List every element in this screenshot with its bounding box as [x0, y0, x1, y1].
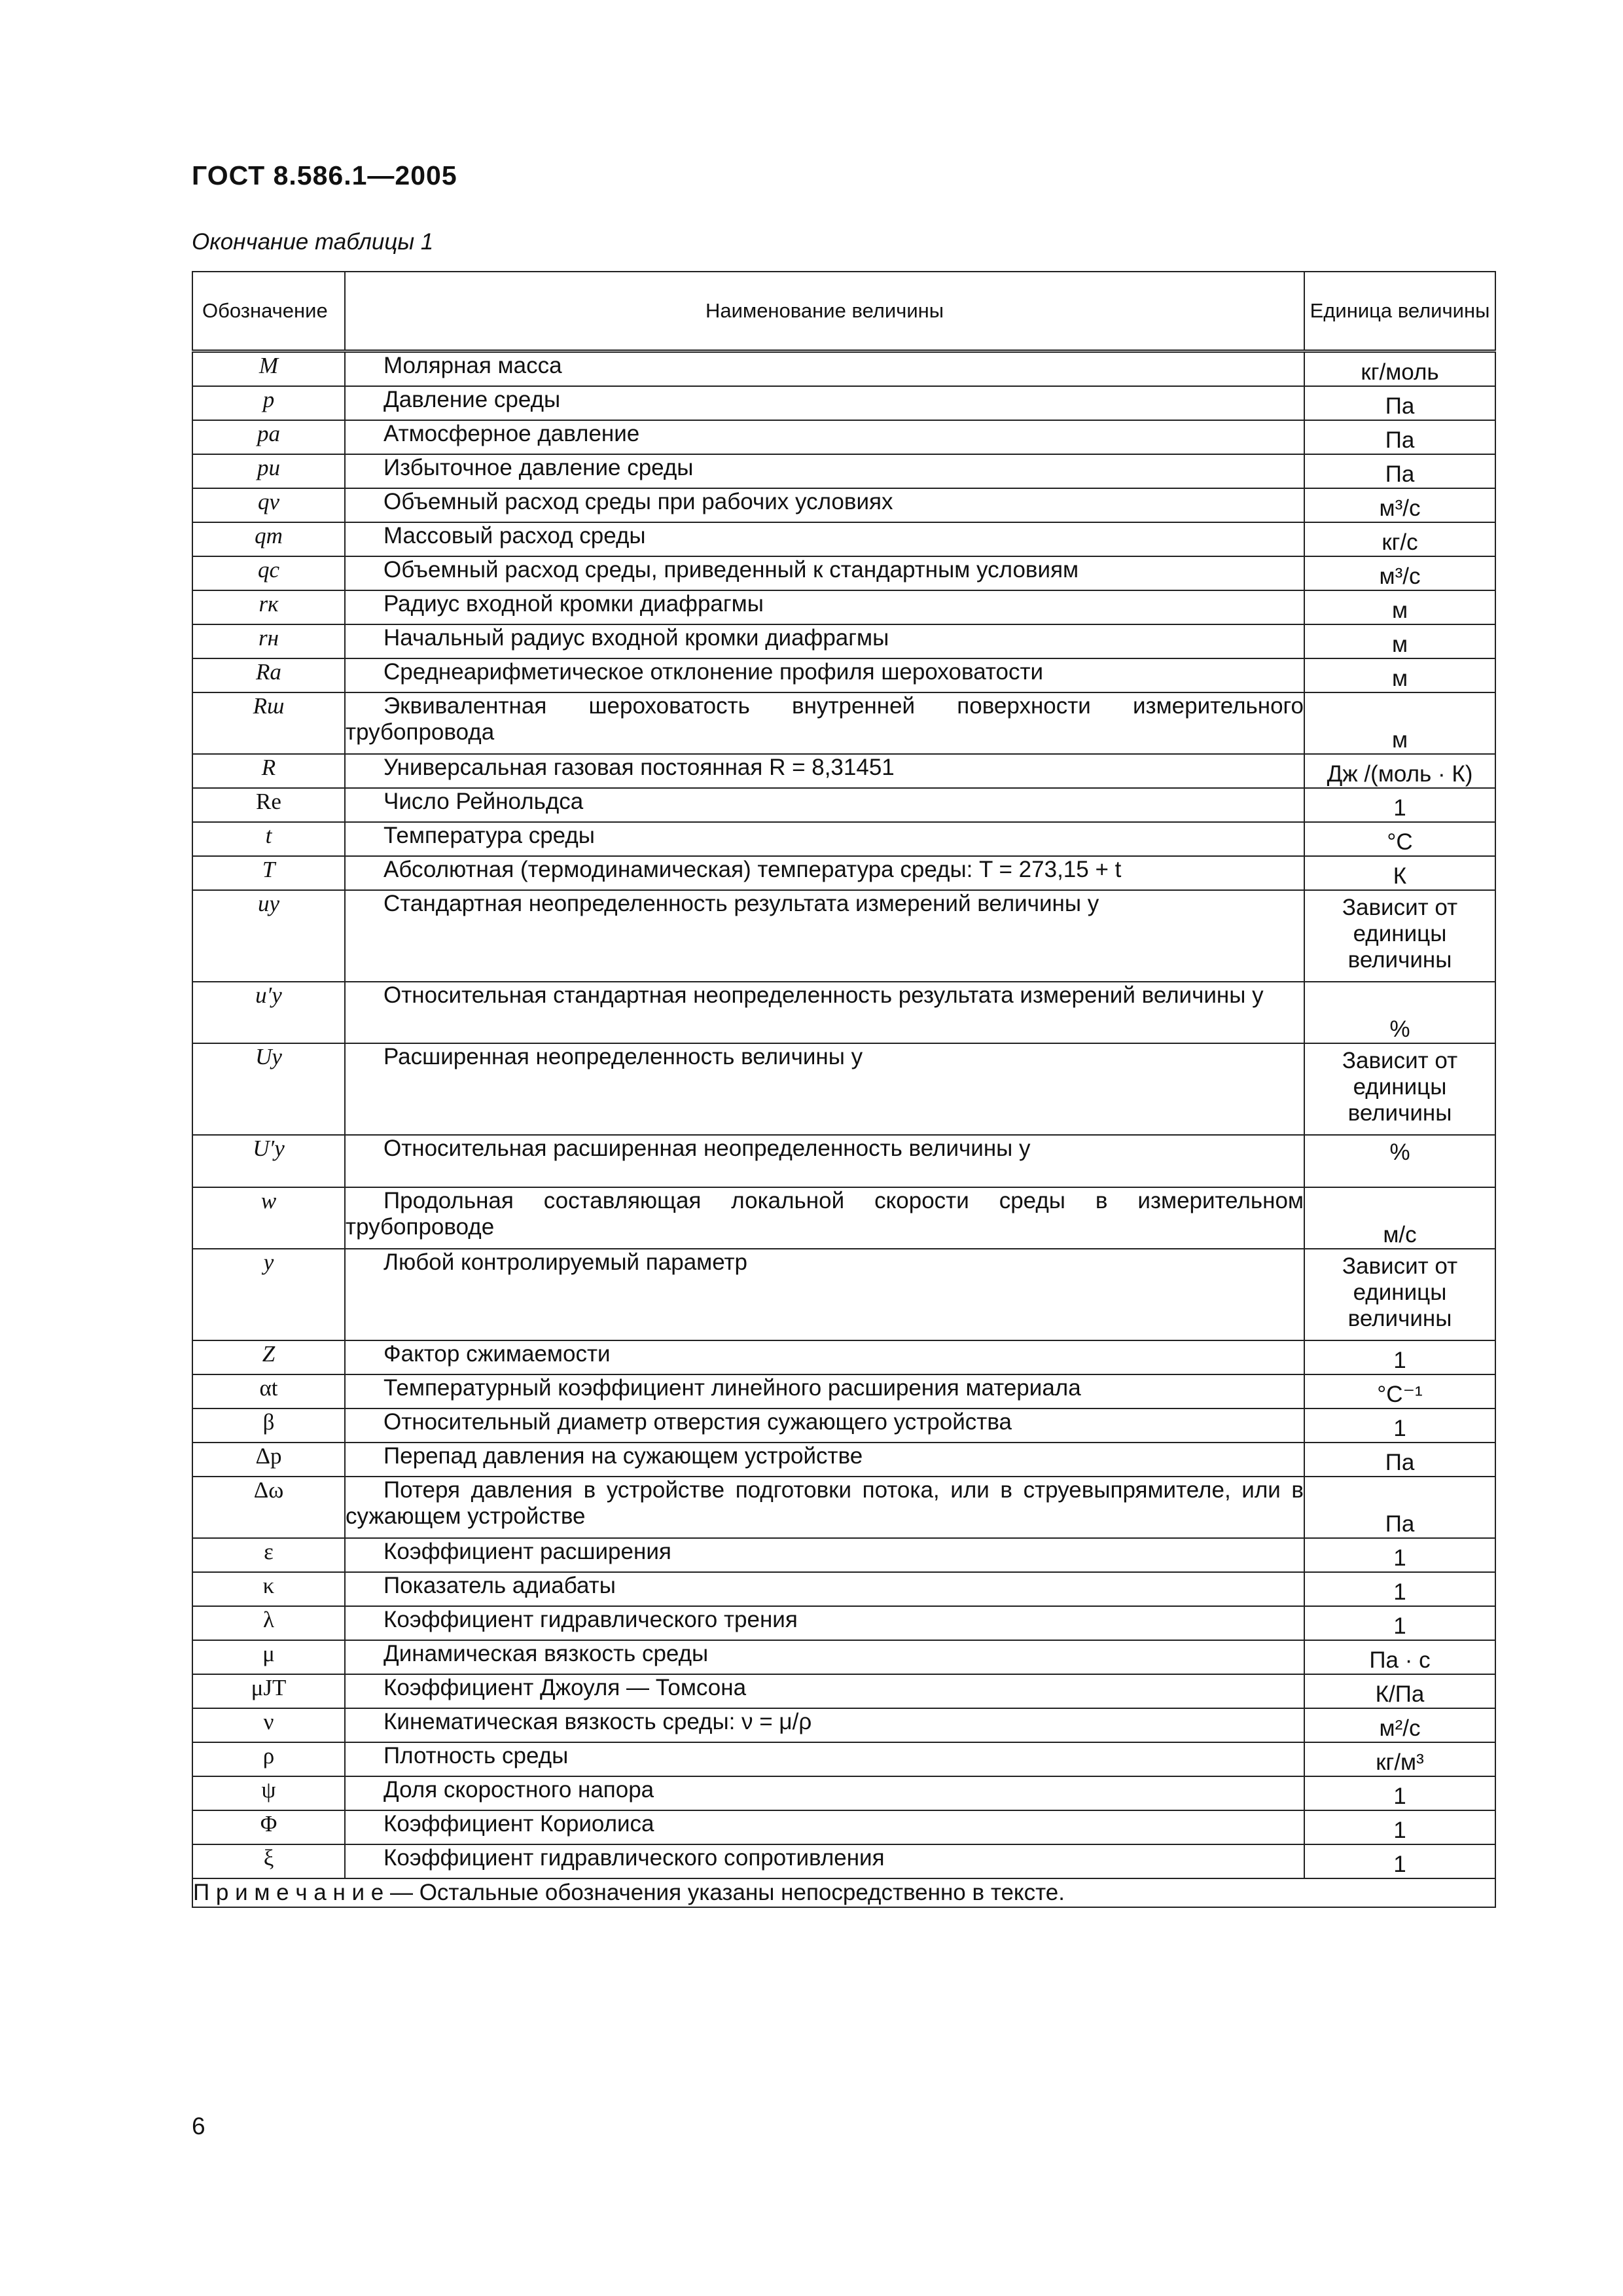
unit-cell: м [1304, 590, 1495, 624]
table-row [192, 1249, 1495, 1340]
unit-cell: 1 [1304, 1844, 1495, 1878]
table-row [192, 624, 1495, 658]
table-row [192, 1043, 1495, 1135]
unit-cell: Па [1304, 420, 1495, 454]
symbol-cell: ψ [192, 1776, 345, 1810]
name-cell: Температура среды [345, 822, 1304, 856]
unit-cell: 1 [1304, 1538, 1495, 1572]
table-row [192, 822, 1495, 856]
name-cell: Потеря давления в устройстве подготовки потока, или в струевыпрямителе, или в сужающем устройстве [345, 1477, 1304, 1538]
name-cell: Плотность среды [345, 1742, 1304, 1776]
symbol-cell: αt [192, 1374, 345, 1408]
symbol-cell: Re [192, 788, 345, 822]
symbol-cell: qс [192, 556, 345, 590]
table-row [192, 1538, 1495, 1572]
unit-cell: °С⁻¹ [1304, 1374, 1495, 1408]
symbol-cell: U′y [192, 1135, 345, 1187]
table-row [192, 386, 1495, 420]
unit-cell: кг/м³ [1304, 1742, 1495, 1776]
name-cell: Абсолютная (термодинамическая) температура среды: T = 273,15 + t [345, 856, 1304, 890]
table-row [192, 1443, 1495, 1477]
table-row [192, 856, 1495, 890]
table-note-row [192, 1878, 1495, 1907]
name-cell: Давление среды [345, 386, 1304, 420]
name-cell: Начальный радиус входной кромки диафрагмы [345, 624, 1304, 658]
unit-cell: м [1304, 624, 1495, 658]
symbol-cell: pа [192, 420, 345, 454]
table-row [192, 420, 1495, 454]
table-row [192, 982, 1495, 1043]
table-row [192, 658, 1495, 692]
table-row [192, 522, 1495, 556]
document-id: ГОСТ 8.586.1—2005 [192, 160, 457, 190]
symbol-cell: uy [192, 890, 345, 982]
symbol-cell: λ [192, 1606, 345, 1640]
symbol-cell: Z [192, 1340, 345, 1374]
name-cell: Универсальная газовая постоянная R = 8,31451 [345, 754, 1304, 788]
table-row [192, 692, 1495, 754]
symbol-cell: qm [192, 522, 345, 556]
symbol-cell: p [192, 386, 345, 420]
name-cell: Стандартная неопределенность результата измерений величины y [345, 890, 1304, 982]
unit-cell: Па [1304, 1443, 1495, 1477]
name-cell: Продольная составляющая локальной скорости среды в измерительном трубопроводе [345, 1187, 1304, 1249]
table-header-row [192, 272, 1495, 351]
name-cell: Кинематическая вязкость среды: ν = μ/ρ [345, 1708, 1304, 1742]
unit-cell: кг/с [1304, 522, 1495, 556]
symbol-cell: y [192, 1249, 345, 1340]
unit-cell: Па [1304, 1477, 1495, 1538]
unit-cell: м [1304, 692, 1495, 754]
symbol-cell: β [192, 1408, 345, 1443]
unit-cell: К/Па [1304, 1674, 1495, 1708]
symbol-cell: ξ [192, 1844, 345, 1878]
table-row [192, 454, 1495, 488]
unit-cell: м/с [1304, 1187, 1495, 1249]
unit-cell: Зависит от единицы величины [1304, 1043, 1495, 1135]
name-cell: Атмосферное давление [345, 420, 1304, 454]
name-cell: Динамическая вязкость среды [345, 1640, 1304, 1674]
table-row [192, 1640, 1495, 1674]
name-cell: Среднеарифметическое отклонение профиля шероховатости [345, 658, 1304, 692]
unit-cell: м [1304, 658, 1495, 692]
symbol-cell: R [192, 754, 345, 788]
column-header-unit: Единица величины [1304, 272, 1495, 351]
table-row [192, 890, 1495, 982]
name-cell: Расширенная неопределенность величины y [345, 1043, 1304, 1135]
unit-cell: Па [1304, 454, 1495, 488]
unit-cell: Зависит от единицы величины [1304, 1249, 1495, 1340]
table-row [192, 1374, 1495, 1408]
table-row [192, 754, 1495, 788]
symbol-cell: ν [192, 1708, 345, 1742]
name-cell: Радиус входной кромки диафрагмы [345, 590, 1304, 624]
name-cell: Температурный коэффициент линейного расширения материала [345, 1374, 1304, 1408]
symbol-cell: Uy [192, 1043, 345, 1135]
name-cell: Фактор сжимаемости [345, 1340, 1304, 1374]
name-cell: Доля скоростного напора [345, 1776, 1304, 1810]
table-row [192, 1606, 1495, 1640]
table-row [192, 1776, 1495, 1810]
unit-cell: % [1304, 982, 1495, 1043]
unit-cell: 1 [1304, 1606, 1495, 1640]
column-header-symbol: Обозначение [192, 272, 345, 351]
symbol-cell: t [192, 822, 345, 856]
column-header-name: Наименование величины [345, 272, 1304, 351]
name-cell: Коэффициент Кориолиса [345, 1810, 1304, 1844]
table-row [192, 1187, 1495, 1249]
unit-cell: м³/с [1304, 488, 1495, 522]
unit-cell: Па · с [1304, 1640, 1495, 1674]
symbol-cell: w [192, 1187, 345, 1249]
symbol-cell: Δω [192, 1477, 345, 1538]
symbol-cell: Rш [192, 692, 345, 754]
name-cell: Относительный диаметр отверстия сужающего устройства [345, 1408, 1304, 1443]
symbol-cell: rн [192, 624, 345, 658]
table-row [192, 1340, 1495, 1374]
symbol-cell: Φ [192, 1810, 345, 1844]
table-row [192, 1135, 1495, 1187]
symbol-cell: qv [192, 488, 345, 522]
symbol-cell: ε [192, 1538, 345, 1572]
symbol-cell: pи [192, 454, 345, 488]
unit-cell: % [1304, 1135, 1495, 1187]
table-row [192, 590, 1495, 624]
name-cell: Избыточное давление среды [345, 454, 1304, 488]
name-cell: Объемный расход среды при рабочих условиях [345, 488, 1304, 522]
unit-cell: Па [1304, 386, 1495, 420]
table-row [192, 488, 1495, 522]
unit-cell: °С [1304, 822, 1495, 856]
symbol-cell: ρ [192, 1742, 345, 1776]
unit-cell: К [1304, 856, 1495, 890]
symbols-table [192, 271, 1496, 1908]
table-row [192, 1844, 1495, 1878]
unit-cell: 1 [1304, 1572, 1495, 1606]
name-cell: Относительная стандартная неопределенность результата измерений величины y [345, 982, 1304, 1043]
name-cell: Любой контролируемый параметр [345, 1249, 1304, 1340]
table-note: П р и м е ч а н и е — Остальные обозначения указаны непосредственно в тексте. [192, 1878, 1495, 1907]
name-cell: Показатель адиабаты [345, 1572, 1304, 1606]
name-cell: Относительная расширенная неопределенность величины y [345, 1135, 1304, 1187]
unit-cell: м²/с [1304, 1708, 1495, 1742]
name-cell: Коэффициент гидравлического трения [345, 1606, 1304, 1640]
table-row [192, 351, 1495, 387]
table-row [192, 788, 1495, 822]
name-cell: Массовый расход среды [345, 522, 1304, 556]
page-number: 6 [192, 2113, 205, 2140]
symbol-cell: μJT [192, 1674, 345, 1708]
table-row [192, 1742, 1495, 1776]
symbol-cell: μ [192, 1640, 345, 1674]
symbol-cell: κ [192, 1572, 345, 1606]
table-row [192, 1572, 1495, 1606]
unit-cell: 1 [1304, 1340, 1495, 1374]
name-cell: Число Рейнольдса [345, 788, 1304, 822]
symbol-cell: Δp [192, 1443, 345, 1477]
symbol-cell: u′y [192, 982, 345, 1043]
unit-cell: кг/моль [1304, 351, 1495, 387]
name-cell: Эквивалентная шероховатость внутренней поверхности измерительного трубопровода [345, 692, 1304, 754]
table-caption: Окончание таблицы 1 [192, 229, 434, 255]
table-row [192, 1708, 1495, 1742]
unit-cell: 1 [1304, 1776, 1495, 1810]
symbol-cell: M [192, 351, 345, 387]
unit-cell: 1 [1304, 1408, 1495, 1443]
name-cell: Перепад давления на сужающем устройстве [345, 1443, 1304, 1477]
unit-cell: Дж /(моль · К) [1304, 754, 1495, 788]
symbol-cell: Ra [192, 658, 345, 692]
name-cell: Коэффициент расширения [345, 1538, 1304, 1572]
name-cell: Объемный расход среды, приведенный к стандартным условиям [345, 556, 1304, 590]
unit-cell: 1 [1304, 1810, 1495, 1844]
table-row [192, 556, 1495, 590]
table-row [192, 1477, 1495, 1538]
unit-cell: м³/с [1304, 556, 1495, 590]
table-row [192, 1408, 1495, 1443]
table-row [192, 1810, 1495, 1844]
symbol-cell: T [192, 856, 345, 890]
name-cell: Коэффициент Джоуля — Томсона [345, 1674, 1304, 1708]
unit-cell: Зависит от единицы величины [1304, 890, 1495, 982]
name-cell: Молярная масса [345, 351, 1304, 387]
table-row [192, 1674, 1495, 1708]
name-cell: Коэффициент гидравлического сопротивления [345, 1844, 1304, 1878]
symbol-cell: rк [192, 590, 345, 624]
unit-cell: 1 [1304, 788, 1495, 822]
